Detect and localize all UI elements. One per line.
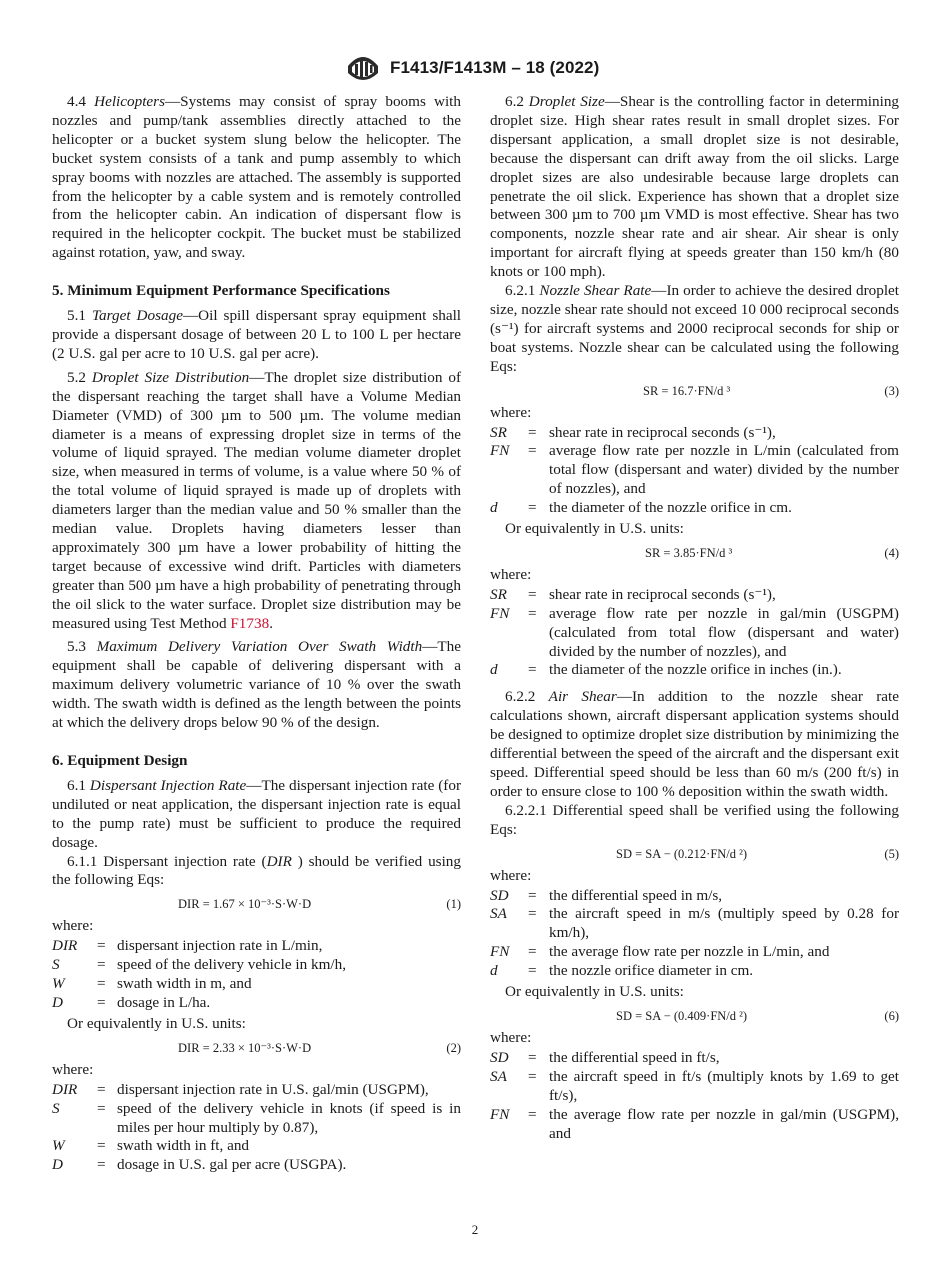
equation-expression: SR = 3.85·FN/d ³: [645, 545, 733, 560]
paragraph-5-1: 5.1 Target Dosage—Oil spill dispersant spray equipment shall provide a dispersant dosage of between 20 L to 100 L per hectare (2 U.S. gal per acre to 10 U.S. gal per acre).: [52, 307, 462, 362]
equation-3: [490, 379, 899, 401]
definition-item: DIR = dispersant injection rate in U.S. gal/min (USGPM),: [52, 1080, 429, 1098]
or-equivalently-label: Or equivalently in U.S. units:: [505, 983, 684, 1001]
definition-list-2: [52, 1081, 461, 1176]
equation-6: [490, 1004, 899, 1026]
definition-item: SA = the aircraft speed in ft/s (multiply knots by 1.69 to get ft/s),: [490, 1067, 899, 1104]
page-header: [0, 54, 950, 86]
definition-list-3: [490, 424, 899, 519]
equation-number: (5): [884, 846, 899, 861]
where-label: where:: [490, 403, 532, 421]
equation-expression: SD = SA − (0.212·FN/d ²): [616, 846, 748, 861]
definition-list-6: [490, 1049, 899, 1144]
definition-item: d = the diameter of the nozzle orifice in inches (in.).: [490, 661, 842, 679]
definition-item: D = dosage in U.S. gal per acre (USGPA).: [52, 1156, 347, 1174]
where-label: where:: [52, 917, 94, 935]
paragraph-6-1-1: 6.1.1 Dispersant injection rate (DIR ) should be verified using the following Eqs:: [52, 852, 461, 889]
definition-item: SR = shear rate in reciprocal seconds (s⁻¹),: [490, 423, 776, 441]
or-equivalently-label: Or equivalently in U.S. units:: [505, 520, 684, 538]
definition-list-5: [490, 887, 899, 982]
equation-number: (6): [884, 1008, 899, 1023]
definition-item: FN = the average flow rate per nozzle in L/min, and: [490, 943, 830, 961]
section-heading-6: 6. Equipment Design: [52, 752, 188, 769]
paragraph-4-4: 4.4 Helicopters—Systems may consist of spray booms with nozzles and pump/tank assemblies directly attached to the helicopter or a bucket system slung below the helicopter. The bucket system consists of a tank and pump assembly to which spray booms with nozzles are attached. The assembly is supported from the helicopter by a cable system and is remotely controlled from the helicopter cabin. An indication of dispersant flow is required in the helicopter cockpit. The bucket must be stabilized against rotation, yaw, and sway.: [52, 93, 462, 262]
definition-item: D = dosage in L/ha.: [52, 993, 211, 1011]
definition-item: S = speed of the delivery vehicle in km/h,: [52, 956, 347, 974]
definition-item: S = speed of the delivery vehicle in knots (if speed is in miles per hour multiply by 0.87),: [52, 1099, 461, 1136]
equation-number: (4): [884, 545, 899, 560]
definition-item: W = swath width in ft, and: [52, 1137, 250, 1155]
definition-item: SR = shear rate in reciprocal seconds (s⁻¹),: [490, 585, 776, 603]
equation-expression: DIR = 2.33 × 10⁻³·S·W·D: [178, 1040, 312, 1055]
paragraph-5-2: 5.2 Droplet Size Distribution—The droplet size distribution of the dispersant reaching the target shall have a Volume Median Diameter (VMD) of 300 µm to 500 µm. The volume median diameter is a means of expressing droplet size in terms of the volume of liquid sprayed. The median volume diameter droplet size, when measured in terms of volume, is a value where 50 % of the total volume of liquid sprayed is made up of droplets with diameters larger than the median value and 50 % smaller than the median value. Droplets having diameters lesser than approximately 300 µm have a lower probability of hitting the target because of excessive wind drift. Particles with diameters greater than 500 µm have a high probability of penetrating through the oil slick to the water surface. Droplet size distribution may be measured using Test Method F1738.: [52, 368, 461, 632]
equation-4: [490, 541, 899, 563]
section-heading-5: 5. Minimum Equipment Performance Specifications: [52, 282, 390, 300]
astm-logo-icon: [344, 54, 382, 84]
where-label: where:: [52, 1060, 94, 1078]
definition-item: DIR = dispersant injection rate in L/min,: [52, 937, 323, 955]
equation-expression: SD = SA − (0.409·FN/d ²): [616, 1008, 748, 1023]
paragraph-5-3: 5.3 Maximum Delivery Variation Over Swath Width—The equipment shall be capable of delivering dispersant with a maximum delivery volumetric variance of 10 % over the swath width. The swath width is defined as the length between the points at which the delivery drops below 90 % of the design.: [52, 638, 462, 732]
paragraph-6-2: 6.2 Droplet Size—Shear is the controlling factor in determining droplet size. High shear rates result in small droplet sizes. For dispersant application, a small droplet size is not desirable, because the dispersant can drift away from the oil slicks. Large droplet sizes are also undesirable because large droplets can penetrate the oil slick. Experience has shown that a droplet size between 300 µm to 700 µm VMD is most effective. Shear has two components, nozzle shear rate and air shear. Air shear is only important for aircraft flying at speeds greater than 150 km/h (80 knots or 100 mph).: [490, 93, 900, 281]
left-column: [52, 93, 461, 1175]
where-label: where:: [490, 565, 532, 583]
page-number: 2: [471, 1222, 479, 1237]
definition-item: SD = the differential speed in m/s,: [490, 886, 723, 904]
definition-item: SD = the differential speed in ft/s,: [490, 1048, 720, 1066]
definition-item: d = the diameter of the nozzle orifice in cm.: [490, 499, 792, 517]
equation-number: (3): [884, 383, 899, 398]
definition-item: W = swath width in m, and: [52, 975, 252, 993]
equation-expression: SR = 16.7·FN/d ³: [643, 383, 731, 398]
document-id: F1413/F1413M – 18 (2022): [390, 58, 600, 77]
paragraph-6-1: 6.1 Dispersant Injection Rate—The dispersant injection rate (for undiluted or neat application, the dispersant injection rate is equal to the pump rate) must be sufficient to produce the required dosage.: [52, 776, 462, 851]
right-column: [490, 93, 899, 1143]
equation-1: [52, 892, 461, 914]
or-equivalently-label: Or equivalently in U.S. units:: [67, 1014, 246, 1032]
equation-number: (1): [446, 897, 461, 912]
definition-item: FN = average flow rate per nozzle in L/min (calculated from total flow (dispersant and water) divided by the number of nozzles), and: [490, 442, 899, 498]
equation-number: (2): [446, 1040, 461, 1055]
equation-expression: DIR = 1.67 × 10⁻³·S·W·D: [178, 897, 312, 912]
definition-item: FN = the average flow rate per nozzle in gal/min (USGPM), and: [490, 1105, 899, 1142]
definition-list-4: [490, 586, 899, 681]
equation-5: [490, 842, 899, 864]
definition-item: d = the nozzle orifice diameter in cm.: [490, 962, 754, 980]
equation-2: [52, 1036, 461, 1058]
paragraph-6-2-2: 6.2.2 Air Shear—In addition to the nozzle shear rate calculations shown, aircraft dispersant application systems should be designed to optimize droplet size distribution by minimizing the differential between the speed of the aircraft and the dispersant exit speed. Differential speed should be less than 60 m/s (200 ft/s) in order to ensure close to 100 % deposition within the swath width.: [490, 688, 899, 800]
where-label: where:: [490, 866, 532, 884]
paragraph-6-2-1: 6.2.1 Nozzle Shear Rate—In order to achieve the desired droplet size, nozzle shear rate should not exceed 10 000 reciprocal seconds (s⁻¹) for aircraft systems and 2000 reciprocal seconds for ship or boat systems. Nozzle shear can be calculated using the following Eqs:: [490, 282, 900, 375]
definition-list-1: [52, 937, 461, 1013]
definition-item: SA = the aircraft speed in m/s (multiply speed by 0.28 for km/h),: [490, 905, 899, 942]
test-method-link[interactable]: F1738: [230, 614, 270, 632]
definition-item: FN = average flow rate per nozzle in gal/min (USGPM) (calculated from total flow (dispersant and water) divided by the number of nozzles), and: [490, 604, 899, 660]
paragraph-6-2-2-1: 6.2.2.1 Differential speed shall be verified using the following Eqs:: [490, 801, 899, 838]
where-label: where:: [490, 1028, 532, 1046]
